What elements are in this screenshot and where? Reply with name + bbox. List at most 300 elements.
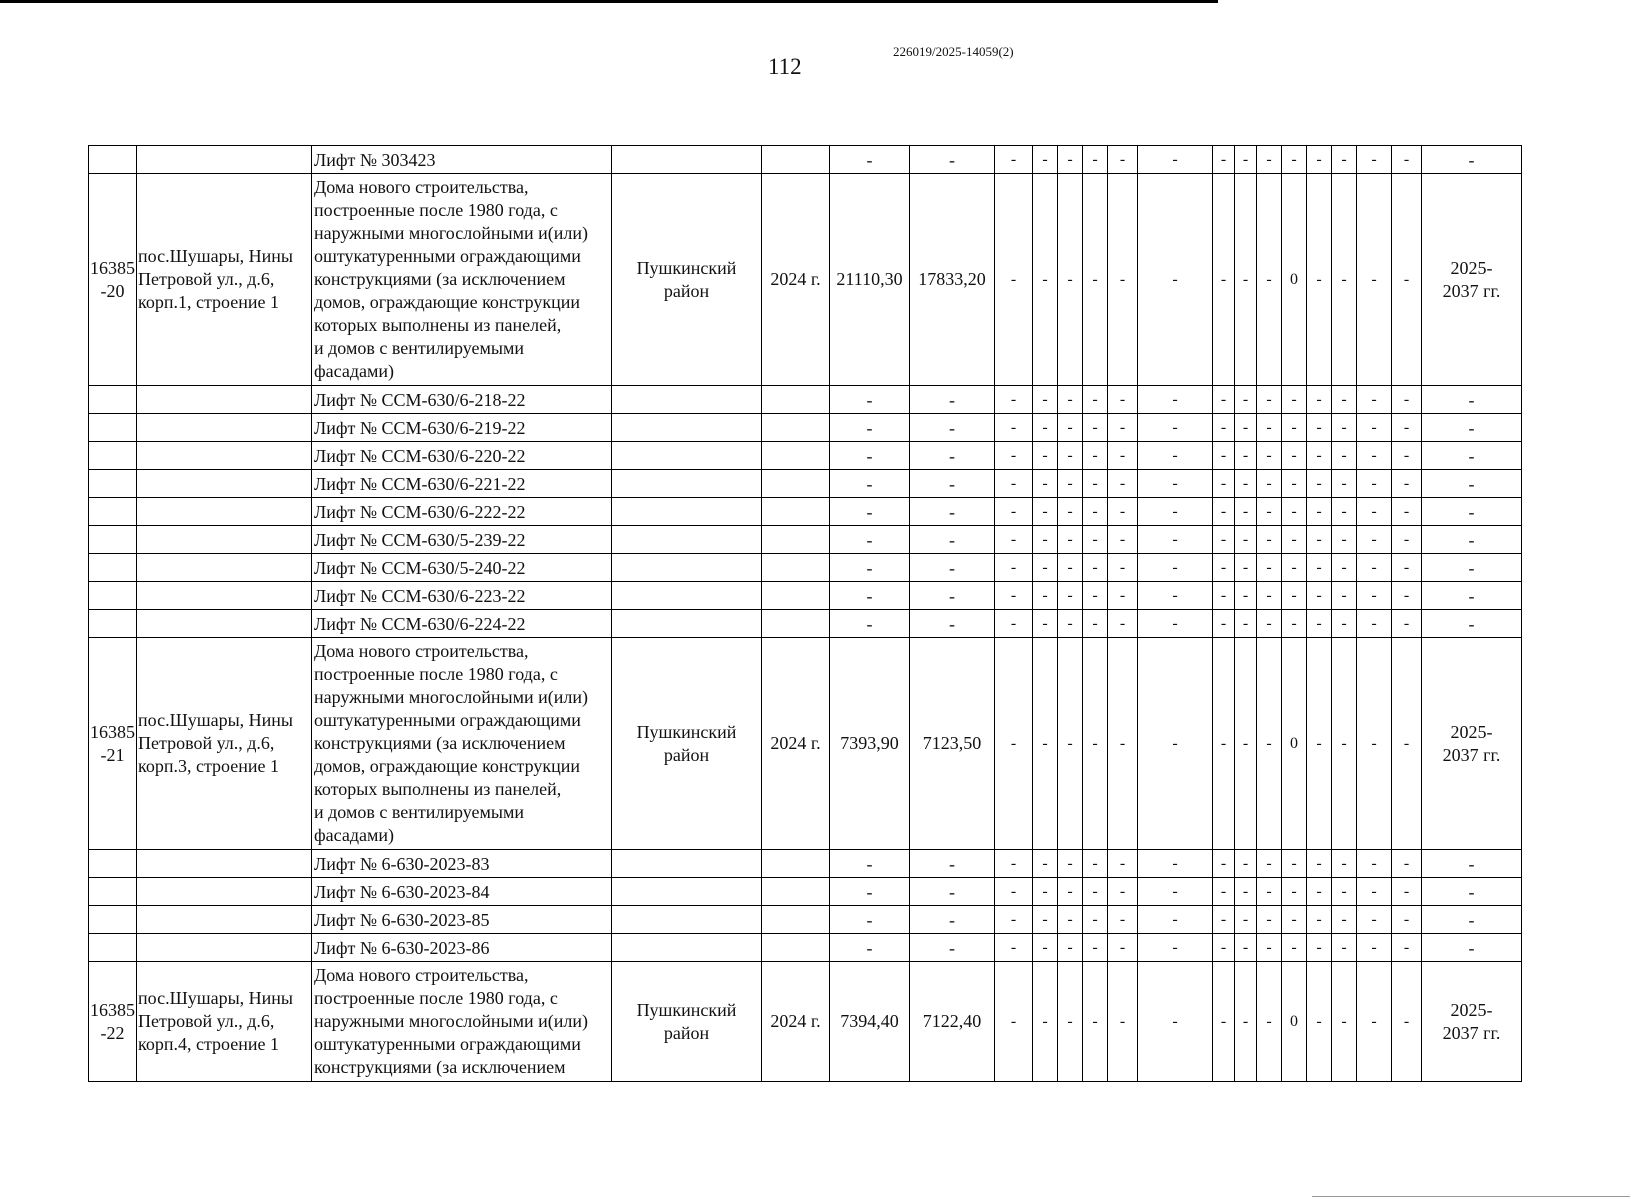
district-cell [612, 878, 762, 906]
numeric-value-cell: - [830, 610, 910, 638]
numeric-value-cell: - [910, 414, 995, 442]
object-number-cell: 16385 -21 [89, 638, 137, 850]
indicator-cell: - [1033, 610, 1058, 638]
indicator-cell: - [1307, 962, 1332, 1082]
indicator-cell: - [1083, 470, 1108, 498]
numeric-value-cell: - [830, 498, 910, 526]
indicator-cell: - [1235, 442, 1257, 470]
numeric-value-cell: - [910, 934, 995, 962]
indicator-cell: - [1138, 610, 1213, 638]
indicator-cell: - [1033, 878, 1058, 906]
indicator-cell: - [1257, 146, 1282, 174]
indicator-cell: - [1138, 962, 1213, 1082]
lift-row [89, 526, 1522, 554]
indicator-cell: - [1108, 610, 1138, 638]
indicator-cell: - [1235, 878, 1257, 906]
year-cell [762, 470, 830, 498]
indicator-cell: - [1083, 962, 1108, 1082]
indicator-cell: - [1282, 610, 1307, 638]
period-cell: - [1422, 582, 1522, 610]
indicator-cell: - [1138, 470, 1213, 498]
indicator-cell: - [1213, 934, 1235, 962]
indicator-cell: - [1058, 906, 1083, 934]
year-cell [762, 906, 830, 934]
indicator-cell: - [1307, 442, 1332, 470]
numeric-value-cell: 7122,40 [910, 962, 995, 1082]
indicator-cell: - [995, 582, 1033, 610]
indicator-cell: - [1108, 386, 1138, 414]
numeric-value-cell: - [830, 554, 910, 582]
indicator-cell: - [1213, 962, 1235, 1082]
year-cell [762, 146, 830, 174]
district-cell [612, 582, 762, 610]
indicator-cell: - [1108, 638, 1138, 850]
indicator-cell: - [1235, 962, 1257, 1082]
indicator-cell: - [1235, 850, 1257, 878]
indicator-cell: - [1235, 906, 1257, 934]
address-cell [137, 582, 312, 610]
indicator-cell: - [1213, 386, 1235, 414]
object-number-cell [89, 934, 137, 962]
indicator-cell: - [1138, 526, 1213, 554]
indicator-cell: - [1332, 174, 1357, 386]
indicator-cell: - [1332, 878, 1357, 906]
district-cell: Пушкинский район [612, 962, 762, 1082]
numeric-value-cell: - [910, 146, 995, 174]
document-number: 226019/2025-14059(2) [893, 44, 1014, 59]
indicator-cell: - [1108, 442, 1138, 470]
lift-row [89, 906, 1522, 934]
period-cell: - [1422, 470, 1522, 498]
indicator-cell: - [995, 934, 1033, 962]
indicator-cell: - [1332, 610, 1357, 638]
numeric-value-cell: 7123,50 [910, 638, 995, 850]
lift-name-cell: Лифт № 303423 [312, 146, 612, 174]
indicator-cell: - [1307, 526, 1332, 554]
indicator-cell: - [1282, 850, 1307, 878]
indicator-cell: - [1257, 526, 1282, 554]
indicator-cell: - [1058, 526, 1083, 554]
indicator-cell: - [1138, 414, 1213, 442]
indicator-cell: - [1257, 850, 1282, 878]
period-cell: - [1422, 934, 1522, 962]
indicator-cell: - [1282, 526, 1307, 554]
indicator-cell: - [1033, 498, 1058, 526]
indicator-cell: - [1138, 638, 1213, 850]
indicator-cell: - [1033, 582, 1058, 610]
indicator-cell: - [1213, 850, 1235, 878]
indicator-cell: - [1213, 582, 1235, 610]
indicator-cell: - [995, 850, 1033, 878]
indicator-cell: - [1332, 934, 1357, 962]
indicator-cell: - [1033, 386, 1058, 414]
district-cell: Пушкинский район [612, 638, 762, 850]
indicator-cell: - [1332, 582, 1357, 610]
indicator-cell: - [1392, 174, 1422, 386]
building-type-cell: Дома нового строительства, построенные после 1980 года, с наружными многослойными и(или) оштукатуренными ограждающими конструкциями (за исключением [312, 962, 612, 1082]
indicator-cell: - [1392, 962, 1422, 1082]
lift-row [89, 470, 1522, 498]
indicator-cell: - [1307, 878, 1332, 906]
indicator-cell: - [1083, 146, 1108, 174]
lift-name-cell: Лифт № ССМ-630/5-239-22 [312, 526, 612, 554]
lift-name-cell: Лифт № ССМ-630/6-224-22 [312, 610, 612, 638]
indicator-cell: - [1357, 442, 1392, 470]
lift-name-cell: Лифт № ССМ-630/6-221-22 [312, 470, 612, 498]
indicator-cell: - [1257, 878, 1282, 906]
indicator-cell: - [1307, 638, 1332, 850]
building-row [89, 174, 1522, 386]
indicator-cell: - [1083, 878, 1108, 906]
indicator-cell: - [1282, 470, 1307, 498]
indicator-cell: - [1058, 174, 1083, 386]
indicator-cell: - [1307, 554, 1332, 582]
district-cell [612, 414, 762, 442]
indicator-cell: - [1033, 554, 1058, 582]
lift-row [89, 934, 1522, 962]
indicator-cell: - [1138, 850, 1213, 878]
building-type-cell: Дома нового строительства, построенные после 1980 года, с наружными многослойными и(или) оштукатуренными ограждающими конструкциями (за исключением домов, ограждающие конструкции которых выполнены из панелей, и домов с вентилируемыми фасадами) [312, 174, 612, 386]
period-cell: - [1422, 610, 1522, 638]
indicator-cell: - [1282, 906, 1307, 934]
year-cell [762, 582, 830, 610]
year-cell: 2024 г. [762, 638, 830, 850]
indicator-cell: - [1083, 526, 1108, 554]
indicator-cell: - [1392, 386, 1422, 414]
lift-row [89, 850, 1522, 878]
district-cell [612, 470, 762, 498]
indicator-cell: - [1033, 638, 1058, 850]
district-cell [612, 610, 762, 638]
object-number-cell [89, 906, 137, 934]
indicator-cell: 0 [1282, 638, 1307, 850]
district-cell [612, 498, 762, 526]
objects-table-body [89, 146, 1522, 1082]
district-cell [612, 442, 762, 470]
period-cell: - [1422, 146, 1522, 174]
indicator-cell: - [1033, 906, 1058, 934]
indicator-cell: - [1213, 906, 1235, 934]
indicator-cell: - [1058, 146, 1083, 174]
indicator-cell: - [1392, 498, 1422, 526]
indicator-cell: - [1282, 498, 1307, 526]
indicator-cell: - [1083, 906, 1108, 934]
object-number-cell [89, 610, 137, 638]
indicator-cell: - [1058, 498, 1083, 526]
indicator-cell: - [1357, 498, 1392, 526]
indicator-cell: - [1108, 146, 1138, 174]
indicator-cell: - [1058, 386, 1083, 414]
year-cell [762, 610, 830, 638]
object-number-cell [89, 526, 137, 554]
numeric-value-cell: - [910, 386, 995, 414]
indicator-cell: - [1392, 878, 1422, 906]
indicator-cell: - [1108, 878, 1138, 906]
indicator-cell: - [1357, 638, 1392, 850]
indicator-cell: - [1058, 962, 1083, 1082]
lift-name-cell: Лифт № ССМ-630/5-240-22 [312, 554, 612, 582]
indicator-cell: - [995, 386, 1033, 414]
lift-name-cell: Лифт № 6-630-2023-84 [312, 878, 612, 906]
scan-edge-line [1312, 1196, 1630, 1197]
period-cell: 2025- 2037 гг. [1422, 638, 1522, 850]
indicator-cell: - [1392, 414, 1422, 442]
numeric-value-cell: - [910, 878, 995, 906]
indicator-cell: - [1235, 470, 1257, 498]
indicator-cell: - [1033, 414, 1058, 442]
indicator-cell: - [1392, 442, 1422, 470]
address-cell: пос.Шушары, Нины Петровой ул., д.6, корп.4, строение 1 [137, 962, 312, 1082]
lift-name-cell: Лифт № ССМ-630/6-220-22 [312, 442, 612, 470]
indicator-cell: - [1138, 386, 1213, 414]
indicator-cell: - [1357, 582, 1392, 610]
indicator-cell: - [1108, 906, 1138, 934]
year-cell [762, 414, 830, 442]
indicator-cell: - [1033, 174, 1058, 386]
indicator-cell: - [1235, 554, 1257, 582]
indicator-cell: - [1257, 174, 1282, 386]
period-cell: - [1422, 498, 1522, 526]
indicator-cell: - [1235, 638, 1257, 850]
indicator-cell: - [1332, 146, 1357, 174]
indicator-cell: - [1257, 554, 1282, 582]
address-cell [137, 386, 312, 414]
indicator-cell: - [1083, 638, 1108, 850]
indicator-cell: - [1282, 146, 1307, 174]
objects-table [88, 145, 1522, 1082]
indicator-cell: - [1058, 414, 1083, 442]
indicator-cell: - [1213, 638, 1235, 850]
building-type-cell: Дома нового строительства, построенные после 1980 года, с наружными многослойными и(или) оштукатуренными ограждающими конструкциями (за исключением домов, ограждающие конструкции которых выполнены из панелей, и домов с вентилируемыми фасадами) [312, 638, 612, 850]
address-cell [137, 850, 312, 878]
lift-row [89, 442, 1522, 470]
year-cell [762, 498, 830, 526]
lift-name-cell: Лифт № ССМ-630/6-219-22 [312, 414, 612, 442]
indicator-cell: - [1357, 934, 1392, 962]
object-number-cell [89, 850, 137, 878]
period-cell: - [1422, 386, 1522, 414]
indicator-cell: - [1235, 498, 1257, 526]
indicator-cell: - [1108, 850, 1138, 878]
numeric-value-cell: - [830, 906, 910, 934]
indicator-cell: - [1257, 962, 1282, 1082]
numeric-value-cell: - [910, 470, 995, 498]
indicator-cell: - [1108, 470, 1138, 498]
district-cell [612, 146, 762, 174]
address-cell [137, 610, 312, 638]
numeric-value-cell: 21110,30 [830, 174, 910, 386]
lift-row [89, 146, 1522, 174]
period-cell: - [1422, 414, 1522, 442]
indicator-cell: - [1235, 386, 1257, 414]
indicator-cell: - [995, 906, 1033, 934]
numeric-value-cell: - [910, 526, 995, 554]
numeric-value-cell: - [910, 906, 995, 934]
numeric-value-cell: - [830, 934, 910, 962]
indicator-cell: - [1058, 638, 1083, 850]
address-cell [137, 442, 312, 470]
object-number-cell [89, 498, 137, 526]
indicator-cell: - [1357, 906, 1392, 934]
indicator-cell: - [1282, 554, 1307, 582]
indicator-cell: - [1357, 962, 1392, 1082]
indicator-cell: - [1235, 934, 1257, 962]
indicator-cell: - [1257, 638, 1282, 850]
numeric-value-cell: - [830, 442, 910, 470]
indicator-cell: - [1138, 934, 1213, 962]
numeric-value-cell: - [910, 498, 995, 526]
indicator-cell: - [1213, 554, 1235, 582]
indicator-cell: - [1357, 878, 1392, 906]
lift-row [89, 878, 1522, 906]
indicator-cell: - [1357, 470, 1392, 498]
indicator-cell: - [1083, 386, 1108, 414]
object-number-cell [89, 386, 137, 414]
numeric-value-cell: - [830, 386, 910, 414]
indicator-cell: - [1138, 174, 1213, 386]
address-cell [137, 906, 312, 934]
indicator-cell: - [1235, 414, 1257, 442]
indicator-cell: - [1235, 146, 1257, 174]
indicator-cell: - [995, 498, 1033, 526]
indicator-cell: - [995, 470, 1033, 498]
indicator-cell: - [1332, 498, 1357, 526]
lift-row [89, 386, 1522, 414]
indicator-cell: - [1138, 878, 1213, 906]
numeric-value-cell: - [910, 610, 995, 638]
numeric-value-cell: - [910, 850, 995, 878]
indicator-cell: - [995, 638, 1033, 850]
period-cell: - [1422, 878, 1522, 906]
indicator-cell: - [995, 962, 1033, 1082]
period-cell: 2025- 2037 гг. [1422, 962, 1522, 1082]
indicator-cell: - [1392, 554, 1422, 582]
indicator-cell: - [1213, 174, 1235, 386]
indicator-cell: - [1332, 386, 1357, 414]
indicator-cell: - [1307, 414, 1332, 442]
year-cell [762, 526, 830, 554]
period-cell: 2025- 2037 гг. [1422, 174, 1522, 386]
address-cell [137, 554, 312, 582]
indicator-cell: - [1357, 386, 1392, 414]
indicator-cell: - [1307, 934, 1332, 962]
indicator-cell: - [1138, 498, 1213, 526]
indicator-cell: - [1108, 962, 1138, 1082]
address-cell [137, 878, 312, 906]
district-cell [612, 386, 762, 414]
indicator-cell: - [1257, 610, 1282, 638]
address-cell: пос.Шушары, Нины Петровой ул., д.6, корп.3, строение 1 [137, 638, 312, 850]
period-cell: - [1422, 906, 1522, 934]
indicator-cell: - [1213, 414, 1235, 442]
address-cell [137, 498, 312, 526]
indicator-cell: - [1108, 498, 1138, 526]
year-cell [762, 442, 830, 470]
indicator-cell: - [1307, 498, 1332, 526]
indicator-cell: - [1332, 850, 1357, 878]
indicator-cell: - [1213, 470, 1235, 498]
indicator-cell: - [1083, 582, 1108, 610]
indicator-cell: - [1282, 934, 1307, 962]
indicator-cell: - [1033, 470, 1058, 498]
indicator-cell: - [1392, 470, 1422, 498]
indicator-cell: - [1033, 442, 1058, 470]
district-cell [612, 554, 762, 582]
object-number-cell [89, 146, 137, 174]
indicator-cell: - [1257, 386, 1282, 414]
numeric-value-cell: 7393,90 [830, 638, 910, 850]
numeric-value-cell: - [830, 582, 910, 610]
numeric-value-cell: - [910, 582, 995, 610]
indicator-cell: - [1058, 470, 1083, 498]
scan-edge-line [0, 0, 1218, 3]
indicator-cell: - [1357, 146, 1392, 174]
indicator-cell: - [1332, 414, 1357, 442]
indicator-cell: - [1392, 526, 1422, 554]
indicator-cell: - [1357, 414, 1392, 442]
numeric-value-cell: - [910, 442, 995, 470]
indicator-cell: - [995, 554, 1033, 582]
object-number-cell: 16385 -22 [89, 962, 137, 1082]
period-cell: - [1422, 526, 1522, 554]
indicator-cell: - [1235, 610, 1257, 638]
indicator-cell: - [1357, 850, 1392, 878]
address-cell [137, 526, 312, 554]
indicator-cell: - [1392, 582, 1422, 610]
indicator-cell: - [1257, 414, 1282, 442]
indicator-cell: - [1282, 878, 1307, 906]
year-cell [762, 934, 830, 962]
indicator-cell: - [1108, 526, 1138, 554]
indicator-cell: - [1357, 174, 1392, 386]
indicator-cell: - [1332, 526, 1357, 554]
indicator-cell: - [1083, 610, 1108, 638]
indicator-cell: 0 [1282, 174, 1307, 386]
indicator-cell: - [1138, 442, 1213, 470]
indicator-cell: - [1307, 610, 1332, 638]
lift-row [89, 554, 1522, 582]
indicator-cell: - [1033, 146, 1058, 174]
indicator-cell: - [1392, 934, 1422, 962]
indicator-cell: - [1257, 470, 1282, 498]
indicator-cell: - [1282, 414, 1307, 442]
lift-row [89, 414, 1522, 442]
numeric-value-cell: 17833,20 [910, 174, 995, 386]
indicator-cell: - [1392, 638, 1422, 850]
indicator-cell: - [1257, 934, 1282, 962]
object-number-cell: 16385 -20 [89, 174, 137, 386]
indicator-cell: - [1332, 470, 1357, 498]
indicator-cell: - [1257, 498, 1282, 526]
address-cell [137, 414, 312, 442]
year-cell [762, 554, 830, 582]
indicator-cell: - [995, 442, 1033, 470]
indicator-cell: - [1332, 442, 1357, 470]
indicator-cell: - [1033, 526, 1058, 554]
indicator-cell: - [1357, 526, 1392, 554]
indicator-cell: - [1332, 962, 1357, 1082]
indicator-cell: - [1235, 582, 1257, 610]
indicator-cell: - [1058, 582, 1083, 610]
lift-row [89, 610, 1522, 638]
indicator-cell: - [1307, 146, 1332, 174]
indicator-cell: - [1058, 878, 1083, 906]
indicator-cell: - [1392, 146, 1422, 174]
indicator-cell: - [1213, 526, 1235, 554]
numeric-value-cell: - [830, 146, 910, 174]
indicator-cell: - [1257, 442, 1282, 470]
address-cell [137, 146, 312, 174]
